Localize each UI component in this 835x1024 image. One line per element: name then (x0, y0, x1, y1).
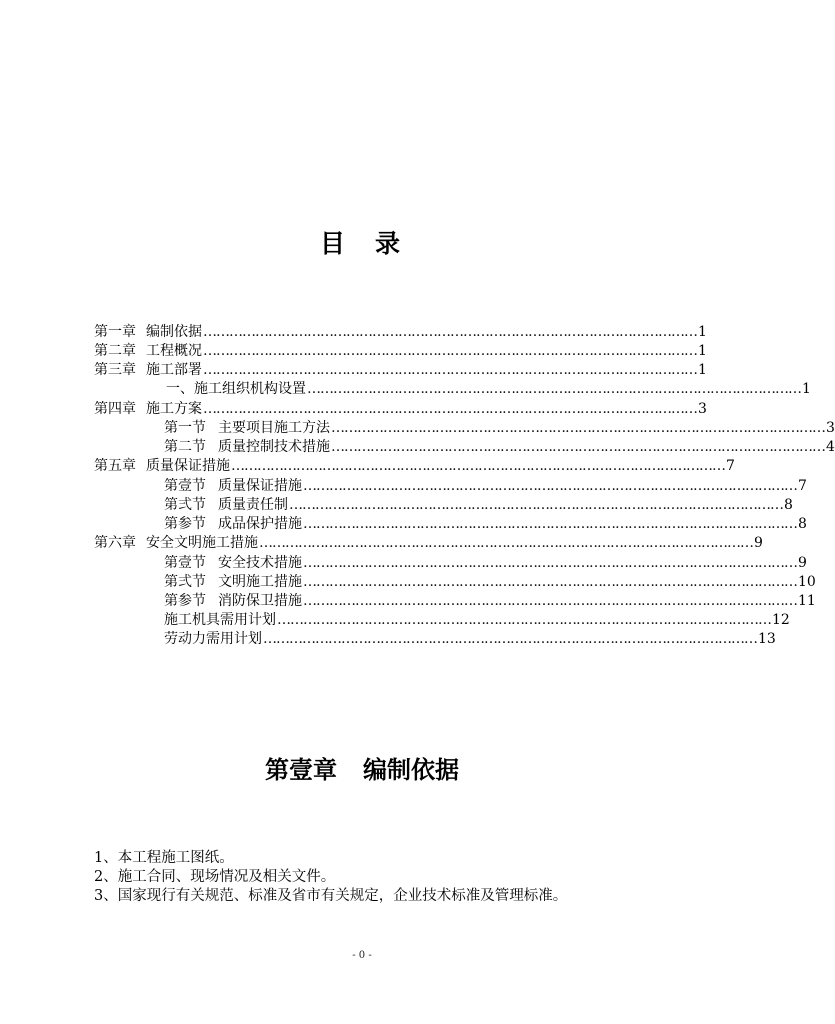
toc-chapter-label: 第一章 (94, 324, 136, 340)
toc-entry-title: 安全技术措施 (218, 555, 302, 571)
toc-entry-title: 施工机具需用计划 (164, 612, 276, 628)
toc-leader-dots: …………………………………………………………………………………………………… (331, 439, 825, 455)
toc-entry-title: 主要项目施工方法 (218, 420, 330, 436)
toc-leader-dots: …………………………………………………………………………………………………… (307, 381, 801, 397)
toc-leader-dots: …………………………………………………………………………………………………… (259, 535, 753, 551)
toc-entry[interactable] (164, 592, 816, 610)
toc-page-number: 1 (698, 343, 707, 359)
toc-entry[interactable] (94, 457, 735, 475)
toc-page-number: 1 (698, 324, 707, 340)
toc-leader-dots: …………………………………………………………………………………………………… (203, 343, 697, 359)
toc-entry-title: 质量控制技术措施 (218, 439, 330, 455)
toc-entry-title: 一、施工组织机构设置 (166, 381, 306, 397)
toc-leader-dots: …………………………………………………………………………………………………… (331, 420, 825, 436)
toc-entry-title: 施工方案 (146, 401, 202, 417)
toc-entry[interactable] (164, 573, 816, 591)
toc-page-number: 1 (802, 381, 811, 397)
toc-entry[interactable] (164, 477, 807, 495)
toc-chapter-label: 第四章 (94, 401, 136, 417)
toc-page-number: 1 (698, 362, 707, 378)
toc-entry-title: 质量保证措施 (218, 478, 302, 494)
toc-entry[interactable] (164, 554, 807, 572)
toc-page-number: 3 (698, 401, 707, 417)
toc-page-number: 4 (826, 439, 835, 455)
toc-page-number: 10 (798, 574, 816, 590)
toc-chapter-label: 第三章 (94, 362, 136, 378)
chapter-number: 第壹章 (265, 756, 337, 784)
toc-page-number: 13 (758, 631, 776, 647)
toc-page-number: 7 (798, 478, 807, 494)
toc-leader-dots: …………………………………………………………………………………………………… (277, 612, 771, 628)
toc-section-label: 第壹节 (164, 478, 206, 494)
toc-chapter-label: 第二章 (94, 343, 136, 359)
toc-entry-title: 文明施工措施 (218, 574, 302, 590)
toc-chapter-label: 第六章 (94, 535, 136, 551)
toc-entry[interactable] (164, 438, 835, 456)
toc-leader-dots: …………………………………………………………………………………………………… (203, 401, 697, 417)
toc-entry[interactable] (94, 361, 707, 379)
toc-entry[interactable] (164, 611, 790, 629)
toc-leader-dots: …………………………………………………………………………………………………… (231, 458, 725, 474)
toc-entry[interactable] (94, 323, 707, 341)
toc-entry[interactable] (164, 419, 835, 437)
toc-section-label: 第一节 (164, 420, 206, 436)
toc-entry[interactable] (94, 534, 763, 552)
toc-title-right: 录 (375, 229, 405, 258)
toc-leader-dots: …………………………………………………………………………………………………… (303, 478, 797, 494)
toc-section-label: 第弍节 (164, 497, 206, 513)
toc-section-label: 第壹节 (164, 555, 206, 571)
toc-page-number: 12 (772, 612, 790, 628)
toc-section-label: 第弍节 (164, 574, 206, 590)
toc-page-number: 11 (798, 593, 816, 609)
toc-entry-title: 编制依据 (146, 324, 202, 340)
toc-section-label: 第二节 (164, 439, 206, 455)
toc-entry-title: 消防保卫措施 (218, 593, 302, 609)
toc-leader-dots: …………………………………………………………………………………………………… (303, 555, 797, 571)
toc-leader-dots: …………………………………………………………………………………………………… (263, 631, 757, 647)
toc-page-number: 3 (826, 420, 835, 436)
toc-leader-dots: …………………………………………………………………………………………………… (203, 324, 697, 340)
toc-page-number: 9 (798, 555, 807, 571)
toc-entry[interactable] (164, 630, 776, 648)
toc-entry[interactable] (94, 400, 707, 418)
toc-entry[interactable] (94, 342, 707, 360)
toc-entry[interactable] (166, 380, 811, 398)
toc-entry-title: 安全文明施工措施 (146, 535, 258, 551)
page-number: - 0 - (352, 950, 372, 961)
toc-page-number: 8 (798, 516, 807, 532)
toc-page-number: 9 (754, 535, 763, 551)
toc-section-label: 第参节 (164, 516, 206, 532)
toc-title (0, 224, 724, 260)
chapter-heading (0, 750, 724, 785)
basis-item: 1、本工程施工图纸。 (94, 850, 234, 866)
toc-entry-title: 成品保护措施 (218, 516, 302, 532)
toc-entry-title: 工程概况 (146, 343, 202, 359)
toc-entry-title: 劳动力需用计划 (164, 631, 262, 647)
toc-section-label: 第参节 (164, 593, 206, 609)
toc-entry[interactable] (164, 515, 807, 533)
toc-entry-title: 质量责任制 (218, 497, 288, 513)
toc-entry-title: 施工部署 (146, 362, 202, 378)
toc-leader-dots: …………………………………………………………………………………………………… (289, 497, 783, 513)
basis-item: 3、国家现行有关规范、标准及省市有关规定，企业技术标准及管理标准。 (94, 888, 568, 904)
chapter-title: 编制依据 (363, 756, 459, 784)
toc-entry-title: 质量保证措施 (146, 458, 230, 474)
toc-leader-dots: …………………………………………………………………………………………………… (303, 574, 797, 590)
toc-page-number: 8 (784, 497, 793, 513)
toc-leader-dots: …………………………………………………………………………………………………… (203, 362, 697, 378)
toc-page-number: 7 (726, 458, 735, 474)
basis-item: 2、施工合同、现场情况及相关文件。 (94, 869, 336, 885)
toc-leader-dots: …………………………………………………………………………………………………… (303, 593, 797, 609)
toc-entry[interactable] (164, 496, 793, 514)
toc-title-left: 目 (319, 229, 349, 258)
toc-chapter-label: 第五章 (94, 458, 136, 474)
toc-leader-dots: …………………………………………………………………………………………………… (303, 516, 797, 532)
